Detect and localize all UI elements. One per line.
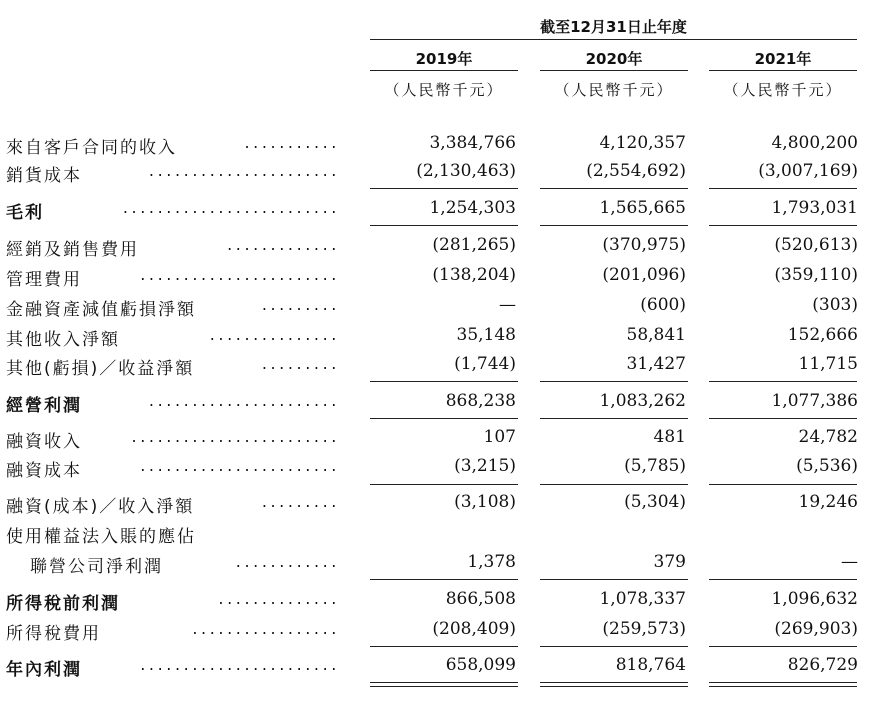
total-double-rule bbox=[709, 686, 857, 687]
value-2020: 1,078,337 bbox=[599, 589, 686, 609]
subtotal-rule bbox=[709, 484, 857, 485]
row-label: 所得稅前利潤 bbox=[6, 594, 120, 614]
value-2019: 868,238 bbox=[445, 391, 516, 411]
row-other-gains bbox=[0, 354, 885, 384]
value-2020: (370,975) bbox=[602, 235, 686, 255]
value-2019: 1,254,303 bbox=[429, 198, 516, 218]
subtotal-rule bbox=[370, 646, 518, 647]
subtotal-rule bbox=[540, 484, 688, 485]
total-double-rule bbox=[370, 686, 518, 687]
value-2021: (520,613) bbox=[774, 235, 858, 255]
value-2020: 818,764 bbox=[615, 655, 686, 675]
value-2019: (1,744) bbox=[454, 354, 516, 374]
value-2021: 1,793,031 bbox=[771, 198, 858, 218]
value-2021: 4,800,200 bbox=[771, 133, 858, 153]
value-2021: 152,666 bbox=[787, 325, 858, 345]
row-distribution-expenses bbox=[0, 235, 885, 265]
row-label: 所得稅費用 bbox=[6, 624, 101, 644]
value-2020: 58,841 bbox=[626, 325, 686, 345]
subtotal-rule bbox=[709, 418, 857, 419]
row-label: 年內利潤 bbox=[6, 660, 82, 680]
value-2021: 19,246 bbox=[798, 492, 858, 512]
row-net-finance bbox=[0, 492, 885, 522]
subtotal-rule bbox=[370, 381, 518, 382]
subtotal-rule bbox=[370, 418, 518, 419]
value-2019: (138,204) bbox=[432, 265, 516, 285]
leader-dots: ............. bbox=[227, 235, 340, 254]
value-2019: — bbox=[499, 295, 516, 315]
leader-dots: ............... bbox=[209, 325, 340, 344]
value-2021: (5,536) bbox=[796, 456, 858, 476]
value-2021: (269,903) bbox=[774, 619, 858, 639]
row-gross-profit bbox=[0, 198, 885, 228]
subtotal-rule bbox=[370, 579, 518, 580]
unit-2019: （人民幣千元） bbox=[384, 81, 504, 99]
leader-dots: ......................... bbox=[122, 198, 340, 217]
value-2021: 11,715 bbox=[798, 354, 858, 374]
value-2019: 1,378 bbox=[467, 552, 516, 572]
value-2020: 31,427 bbox=[626, 354, 686, 374]
row-other-income bbox=[0, 325, 885, 355]
value-2020: (259,573) bbox=[602, 619, 686, 639]
leader-dots: ......... bbox=[261, 295, 340, 314]
row-profit-before-tax bbox=[0, 589, 885, 619]
unit-2020: （人民幣千元） bbox=[554, 81, 674, 99]
value-2019: 658,099 bbox=[445, 655, 516, 675]
row-label: 融資收入 bbox=[6, 432, 82, 452]
value-2021: (303) bbox=[812, 295, 858, 315]
row-label: 毛利 bbox=[6, 203, 44, 223]
value-2019: (281,265) bbox=[432, 235, 516, 255]
value-2020: 481 bbox=[653, 427, 686, 447]
total-double-rule bbox=[370, 682, 518, 683]
subtotal-rule bbox=[540, 381, 688, 382]
subtotal-rule bbox=[370, 188, 518, 189]
subtotal-rule bbox=[370, 225, 518, 226]
row-profit-for-year bbox=[0, 655, 885, 685]
year-rule-2020 bbox=[540, 70, 688, 71]
row-label: 銷貨成本 bbox=[6, 166, 82, 186]
leader-dots: ...................... bbox=[148, 391, 340, 410]
row-label: 聯營公司淨利潤 bbox=[30, 557, 163, 577]
subtotal-rule bbox=[540, 418, 688, 419]
value-2021: 826,729 bbox=[787, 655, 858, 675]
subtotal-rule bbox=[709, 381, 857, 382]
row-label: 使用權益法入賬的應佔 bbox=[6, 527, 196, 547]
row-share-of-profit bbox=[0, 552, 885, 582]
value-2021: 24,782 bbox=[798, 427, 858, 447]
subtotal-rule bbox=[709, 188, 857, 189]
leader-dots: ....................... bbox=[140, 655, 340, 674]
subtotal-rule bbox=[370, 484, 518, 485]
unit-2021: （人民幣千元） bbox=[723, 81, 843, 99]
value-2020: 1,565,665 bbox=[599, 198, 686, 218]
row-label: 其他收入淨額 bbox=[6, 330, 120, 350]
value-2019: 107 bbox=[483, 427, 516, 447]
subtotal-rule bbox=[540, 188, 688, 189]
subtotal-rule bbox=[540, 225, 688, 226]
row-revenue bbox=[0, 133, 885, 163]
subtotal-rule bbox=[709, 225, 857, 226]
row-income-tax bbox=[0, 619, 885, 649]
leader-dots: ....................... bbox=[140, 456, 340, 475]
subtotal-rule bbox=[709, 646, 857, 647]
year-rule-2021 bbox=[709, 70, 857, 71]
leader-dots: ....................... bbox=[140, 265, 340, 284]
row-label: 來自客戶合同的收入 bbox=[6, 138, 177, 158]
value-2019: (2,130,463) bbox=[416, 161, 516, 181]
leader-dots: .............. bbox=[218, 589, 340, 608]
row-label: 其他(虧損)／收益淨額 bbox=[6, 359, 195, 379]
value-2019: (3,215) bbox=[454, 456, 516, 476]
value-2020: 379 bbox=[653, 552, 686, 572]
value-2020: (600) bbox=[640, 295, 686, 315]
row-finance-costs bbox=[0, 456, 885, 486]
row-label: 金融資產減值虧損淨額 bbox=[6, 300, 196, 320]
total-double-rule bbox=[540, 686, 688, 687]
leader-dots: ......... bbox=[261, 354, 340, 373]
subtotal-rule bbox=[540, 646, 688, 647]
period-title: 截至12月31日止年度 bbox=[540, 18, 687, 36]
total-double-rule bbox=[540, 682, 688, 683]
subtotal-rule bbox=[540, 579, 688, 580]
row-label: 經銷及銷售費用 bbox=[6, 240, 139, 260]
leader-dots: ......... bbox=[261, 492, 340, 511]
year-2019: 2019年 bbox=[415, 50, 473, 68]
leader-dots: ............ bbox=[235, 552, 340, 571]
value-2021: (3,007,169) bbox=[758, 161, 858, 181]
value-2020: 4,120,357 bbox=[599, 133, 686, 153]
value-2021: — bbox=[841, 552, 858, 572]
row-label: 管理費用 bbox=[6, 270, 82, 290]
value-2019: 35,148 bbox=[456, 325, 516, 345]
row-operating-profit bbox=[0, 391, 885, 421]
leader-dots: ...................... bbox=[148, 161, 340, 180]
row-label: 經營利潤 bbox=[6, 396, 82, 416]
value-2020: (5,785) bbox=[624, 456, 686, 476]
row-cost-of-sales bbox=[0, 161, 885, 191]
leader-dots: ........................ bbox=[131, 427, 340, 446]
value-2019: 866,508 bbox=[445, 589, 516, 609]
value-2019: (208,409) bbox=[432, 619, 516, 639]
leader-dots: ........... bbox=[244, 133, 340, 152]
leader-dots: ................. bbox=[192, 619, 340, 638]
row-label: 融資(成本)／收入淨額 bbox=[6, 497, 195, 517]
value-2019: (3,108) bbox=[454, 492, 516, 512]
value-2020: (2,554,692) bbox=[586, 161, 686, 181]
year-rule-2019 bbox=[370, 70, 518, 71]
header-rule bbox=[370, 39, 857, 40]
value-2021: 1,077,386 bbox=[771, 391, 858, 411]
year-2021: 2021年 bbox=[754, 50, 812, 68]
row-label: 融資成本 bbox=[6, 461, 82, 481]
value-2021: (359,110) bbox=[774, 265, 858, 285]
row-admin-expenses bbox=[0, 265, 885, 295]
value-2020: (201,096) bbox=[602, 265, 686, 285]
row-share-of-profit-heading bbox=[0, 522, 885, 552]
value-2020: 1,083,262 bbox=[599, 391, 686, 411]
subtotal-rule bbox=[709, 579, 857, 580]
value-2019: 3,384,766 bbox=[429, 133, 516, 153]
value-2021: 1,096,632 bbox=[771, 589, 858, 609]
row-impairment-losses bbox=[0, 295, 885, 325]
year-2020: 2020年 bbox=[585, 50, 643, 68]
row-finance-income bbox=[0, 427, 885, 457]
value-2020: (5,304) bbox=[624, 492, 686, 512]
total-double-rule bbox=[709, 682, 857, 683]
